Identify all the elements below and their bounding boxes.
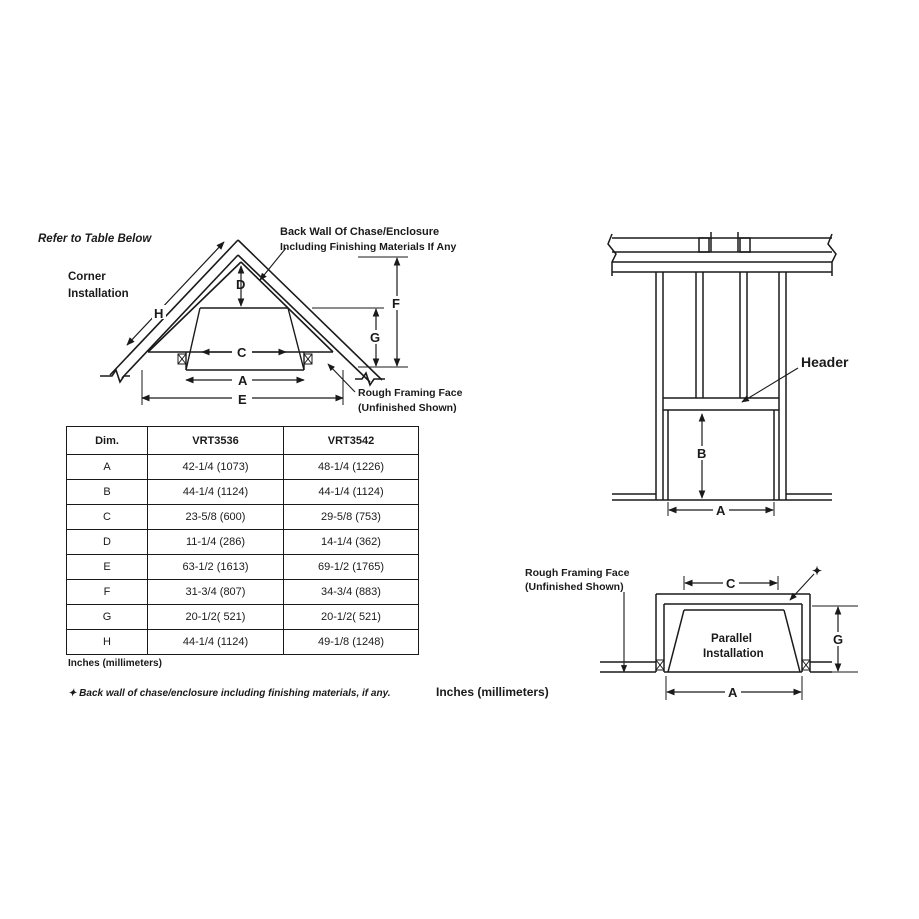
cell-vrt3542: 69-1/2 (1765) <box>284 555 419 580</box>
front-dim-a-label: A <box>716 503 726 518</box>
cell-dim: G <box>67 605 148 630</box>
parallel-rough-label-1: Rough Framing Face <box>525 567 630 579</box>
dim-h-label: H <box>154 306 164 321</box>
dim-d-label: D <box>236 277 246 292</box>
corner-title-2: Installation <box>68 288 129 300</box>
cell-dim: C <box>67 505 148 530</box>
back-wall-label-2: Including Finishing Materials If Any <box>280 241 457 253</box>
table-row <box>67 580 419 605</box>
dim-a-label: A <box>238 373 248 388</box>
cell-dim: A <box>67 455 148 480</box>
back-wall-marker: ✦ <box>812 564 823 578</box>
front-framing-drawing <box>608 232 849 518</box>
table-header-row <box>67 427 419 455</box>
parallel-title-2: Installation <box>703 648 764 660</box>
cell-vrt3536: 11-1/4 (286) <box>148 530 284 555</box>
corner-installation-drawing <box>38 226 463 414</box>
dim-e-label: E <box>238 392 247 407</box>
header-vrt3542: VRT3542 <box>284 427 419 455</box>
corner-walls <box>100 240 385 385</box>
corner-title-1: Corner <box>68 271 106 283</box>
dim-g-label: G <box>370 330 381 345</box>
parallel-installation-drawing <box>525 564 858 700</box>
cell-dim: D <box>67 530 148 555</box>
dimensions-table <box>66 426 419 655</box>
cell-vrt3536: 20-1/2( 521) <box>148 605 284 630</box>
table-row <box>67 605 419 630</box>
cell-vrt3542: 44-1/4 (1124) <box>284 480 419 505</box>
cell-dim: E <box>67 555 148 580</box>
cell-vrt3542: 48-1/4 (1226) <box>284 455 419 480</box>
parallel-title-1: Parallel <box>711 633 752 645</box>
table-footnote <box>68 688 391 699</box>
footnote-text: Back wall of chase/enclosure including finishing materials, if any. <box>79 688 391 699</box>
dim-f-label: F <box>392 296 400 311</box>
table-units-note: Inches (millimeters) <box>68 658 162 669</box>
cell-vrt3542: 20-1/2( 521) <box>284 605 419 630</box>
cell-vrt3536: 23-5/8 (600) <box>148 505 284 530</box>
rough-framing-label-1: Rough Framing Face <box>358 387 463 399</box>
parallel-dim-g-label: G <box>833 632 844 647</box>
back-wall-label-1: Back Wall Of Chase/Enclosure <box>280 226 440 238</box>
parallel-dim-a-label: A <box>728 685 738 700</box>
parallel-dim-c-label: C <box>726 576 736 591</box>
corner-firebox <box>186 308 304 370</box>
table-row <box>67 530 419 555</box>
cell-vrt3536: 44-1/4 (1124) <box>148 480 284 505</box>
header-label: Header <box>801 354 849 370</box>
front-dim-b-label: B <box>697 446 707 461</box>
refer-note: Refer to Table Below <box>38 233 152 245</box>
cell-vrt3536: 44-1/4 (1124) <box>148 630 284 655</box>
cell-vrt3542: 14-1/4 (362) <box>284 530 419 555</box>
cell-vrt3542: 49-1/8 (1248) <box>284 630 419 655</box>
rough-framing-label-2: (Unfinished Shown) <box>358 402 457 414</box>
header-vrt3536: VRT3536 <box>148 427 284 455</box>
cell-dim: B <box>67 480 148 505</box>
table-row <box>67 555 419 580</box>
cell-vrt3536: 42-1/4 (1073) <box>148 455 284 480</box>
units-label: Inches (millimeters) <box>436 685 549 699</box>
table-row <box>67 480 419 505</box>
cell-dim: F <box>67 580 148 605</box>
header-dim: Dim. <box>67 427 148 455</box>
cell-vrt3542: 34-3/4 (883) <box>284 580 419 605</box>
footnote-marker-icon: ✦ <box>68 688 77 699</box>
table-row <box>67 455 419 480</box>
cell-vrt3542: 29-5/8 (753) <box>284 505 419 530</box>
dim-c-label: C <box>237 345 247 360</box>
cell-dim: H <box>67 630 148 655</box>
cell-vrt3536: 31-3/4 (807) <box>148 580 284 605</box>
table-row <box>67 630 419 655</box>
cell-vrt3536: 63-1/2 (1613) <box>148 555 284 580</box>
table-row <box>67 505 419 530</box>
parallel-rough-label-2: (Unfinished Shown) <box>525 581 624 593</box>
